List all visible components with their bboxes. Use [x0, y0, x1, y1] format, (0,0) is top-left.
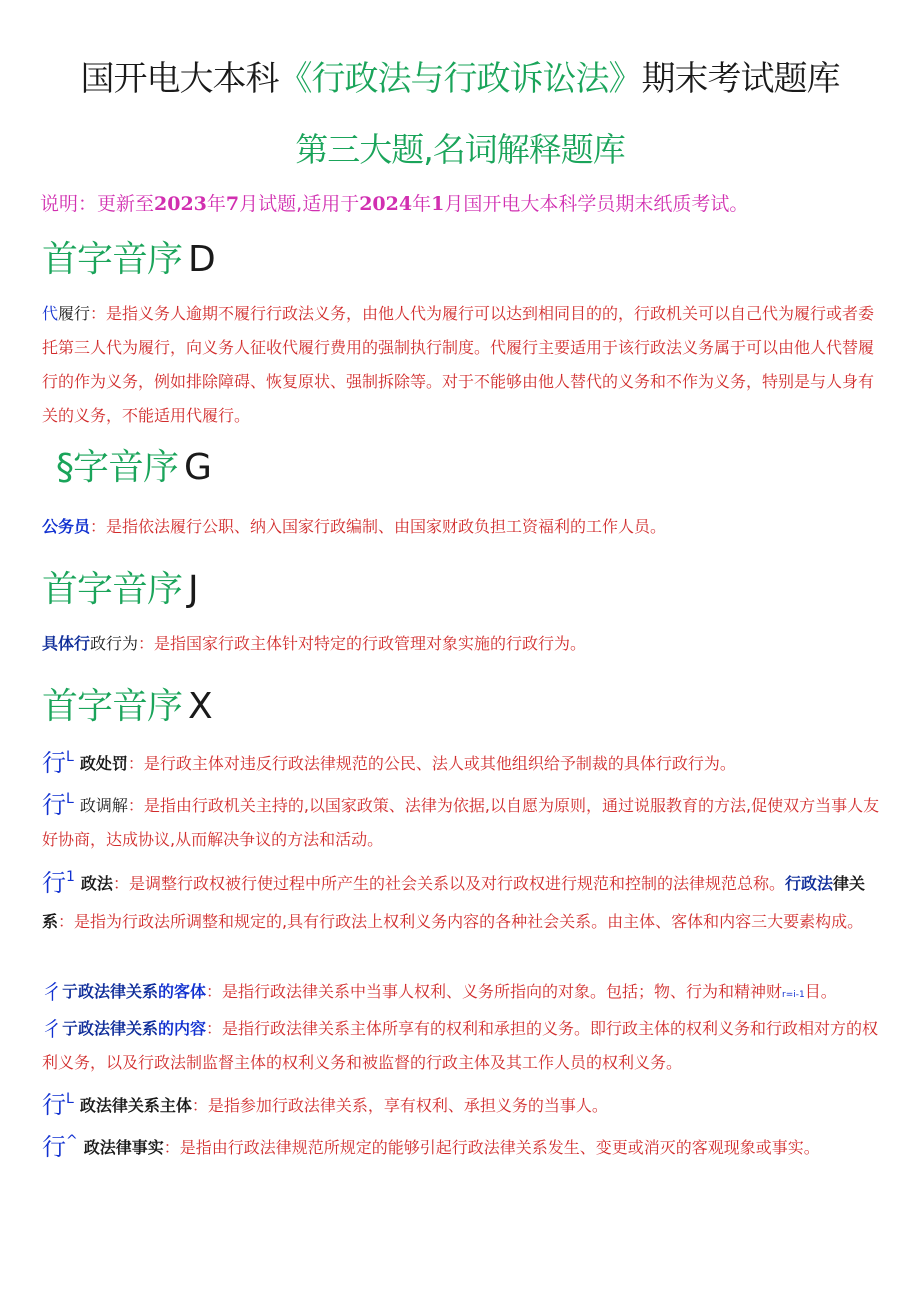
entry-mark: L: [66, 749, 74, 765]
entry-fa-lv-shi-shi: [42, 1124, 882, 1165]
entry-term: 代: [42, 304, 59, 323]
entry-xing-zheng-tiao-jie: [42, 782, 882, 857]
entry-term: 亍政法律关系: [62, 1019, 159, 1038]
entry-glyph: 行: [42, 791, 66, 819]
note-text: 月试题,适用于: [239, 193, 360, 215]
note-month: 7: [225, 193, 240, 215]
section-heading-text: §字音序: [56, 447, 179, 488]
section-heading-text: 首字音序: [42, 686, 183, 727]
entry-definition: ：是行政主体对违反行政法律规范的公民、法人或其他组织给予制裁的具体行政行为。: [127, 754, 736, 773]
entry-definition: ：是指参加行政法律关系，享有权利、承担义务的当事人。: [191, 1096, 608, 1115]
section-letter: X: [188, 686, 212, 727]
title-book: 《行政法与行政诉讼法》: [278, 59, 642, 99]
entry-glyph: 行: [42, 1091, 66, 1119]
note-text: 说明：更新至: [40, 193, 155, 215]
entry-term: 履行: [58, 304, 91, 323]
note-year: 2023: [154, 193, 207, 215]
entry-mark: ^: [66, 1133, 78, 1149]
entry-term: 政法: [80, 874, 113, 893]
note-text: 年: [206, 193, 226, 215]
entry-definition: ：是调整行政权被行使过程中所产生的社会关系以及对行政权进行规范和控制的法律规范总称。: [112, 874, 785, 893]
entry-term: 亍政法律关系: [62, 982, 159, 1001]
note-text: 年: [412, 193, 432, 215]
entry-term: 政处罚: [79, 754, 128, 773]
entry-xing-zheng-chu-fa: [42, 740, 882, 781]
entry-glyph: 行: [42, 1133, 66, 1161]
entry-term: 公务员: [42, 517, 91, 536]
entry-glyph: 彳: [42, 980, 62, 1004]
entry-ju-ti-xing-zheng-xing-wei: [42, 627, 882, 661]
entry-glyph: 彳: [42, 1017, 62, 1041]
entry-term: 行政法: [784, 874, 833, 893]
entry-mark: 1: [66, 869, 75, 885]
entry-term: 律关系: [42, 874, 865, 931]
entry-glyph: 行: [42, 869, 66, 897]
section-heading-d: [42, 238, 215, 282]
entry-definition: ：是指为行政法所调整和规定的,具有行政法上权利义务内容的各种社会关系。由主体、客体和内容三大要素构成。: [58, 912, 864, 931]
title-prefix: 国开电大本科: [80, 59, 279, 99]
note-year: 2024: [359, 193, 413, 215]
entry-definition: ：是指由行政法律规范所规定的能够引起行政法律关系发生、变更或消灭的客观现象或事实。: [163, 1138, 820, 1157]
document-subtitle: 第三大题,名词解释题库: [295, 130, 625, 169]
entry-term: 政法律事实: [83, 1138, 164, 1157]
entry-term: 政行为: [90, 634, 139, 653]
entry-xing-zheng-fa: [42, 858, 882, 941]
usage-note: [40, 190, 900, 218]
note-month: 1: [431, 193, 445, 215]
entry-definition: ：是指依法履行公职、纳入国家行政编制、由国家财政负担工资福利的工作人员。: [90, 517, 667, 536]
entry-definition: ：是指国家行政主体针对特定的行政管理对象实施的行政行为。: [138, 634, 587, 653]
document-title: [0, 56, 920, 102]
entry-term: 的内容: [158, 1019, 207, 1038]
entry-mark: L: [66, 791, 74, 807]
entry-guan-xi-ke-ti: [42, 975, 882, 1012]
entry-guan-xi-zhu-ti: [42, 1082, 882, 1123]
note-text: 月国开电大本科学员期末纸质考试。: [444, 193, 749, 215]
entry-definition: ：是指由行政机关主持的,以国家政策、法律为依据,以自愿为原则，通过说服教育的方法,促使双方当事人友好协商，达成协议,从而解决争议的方法和活动。: [42, 796, 880, 849]
entry-definition: 目。: [804, 982, 837, 1001]
section-heading-text: 首字音序: [42, 239, 183, 280]
entry-definition: ：是指行政法律关系中当事人权利、义务所指向的对象。包括；物、行为和精神财: [206, 982, 783, 1001]
title-suffix: 期末考试题库: [641, 59, 840, 99]
section-heading-x: [42, 685, 212, 729]
entry-definition: ：是指行政法律关系主体所享有的权利和承担的义务。即行政主体的权利义务和行政相对方的权利义务，以及行政法制监督主体的权利义务和被监督的行政主体及其工作人员的权利义务。: [42, 1019, 879, 1072]
section-heading-g: [56, 446, 211, 490]
entry-definition: ：是指义务人逾期不履行行政法义务，由他人代为履行可以达到相同目的的，行政机关可以自己代为履行或者委托第三人代为履行，向义务人征收代履行费用的强制执行制度。代履行主要适用于该行政法义务属于可以由他人代替履行的作为义务，例如排除障碍、恢复原状、强制拆除等。对于不能够由他人替代的义务和不作为义务，特别是与人身有关的义务，不能适用代履行。: [42, 304, 875, 425]
entry-dai-lv-xing: [42, 297, 882, 433]
entry-guan-xi-nei-rong: [42, 1012, 882, 1080]
entry-mark: L: [66, 1091, 74, 1107]
entry-gong-wu-yuan: [42, 510, 882, 544]
section-heading-text: 首字音序: [42, 569, 183, 610]
section-letter: D: [188, 239, 215, 280]
section-heading-j: [42, 568, 198, 612]
entry-artifact: r=i-1: [782, 990, 805, 1000]
entry-term: 的客体: [158, 982, 207, 1001]
entry-glyph: 行: [42, 749, 66, 777]
section-letter: G: [184, 447, 211, 488]
entry-term: 具体行: [42, 634, 91, 653]
section-letter: J: [188, 569, 198, 610]
entry-term: 政调解: [79, 796, 128, 815]
entry-term: 政法律关系主体: [79, 1096, 192, 1115]
